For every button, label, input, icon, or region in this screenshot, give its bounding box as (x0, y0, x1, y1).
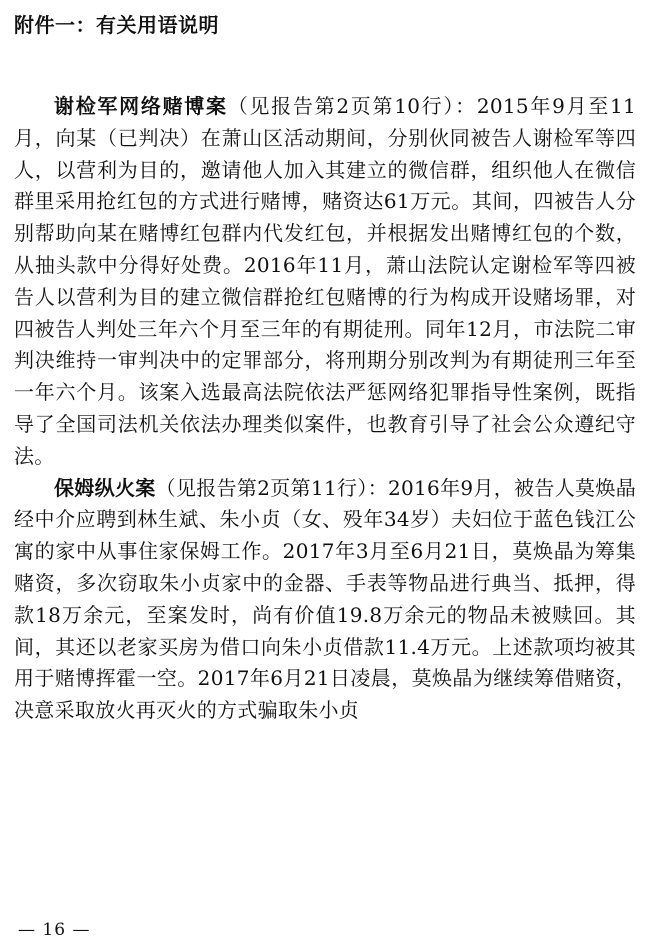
case-title-nanny: 保姆纵火案 (54, 475, 156, 500)
case-text-nanny: （见报告第2页第11行）：2016年9月，被告人莫焕晶经中介应聘到林生斌、朱小贞（女、殁年34岁）夫妇位于蓝色钱江公寓的家中从事住家保姆工作。2017年3月至6月21日，莫焕晶为筹集赌资，多次窃取朱小贞家中的金器、手表等物品进行典当、抵押，得款18万余元，至案发时，尚有价值19.8万余元的物品未被赎回。其间，其还以老家买房为借口向朱小贞借款11.4万元。上述款项均被其用于赌博挥霍一空。2017年6月21日凌晨，莫焕晶为继续筹借赌资，决意采取放火再灭火的方式骗取朱小贞 (14, 475, 637, 723)
case-text-xie: （见报告第2页第10行）：2015年9月至11月，向某（已判决）在萧山区活动期间，分别伙同被告人谢检军等四人，以营利为目的，邀请他人加入其建立的微信群，组织他人在微信群里采用抢红包的方式进行赌博，赌资达61万元。其间，四被告人分别帮助向某在赌博红包群内代发红包，并根据发出赌博红包的个数，从抽头款中分得好处费。2016年11月，萧山法院认定谢检军等四被告人以营利为目的建立微信群抢红包赌博的行为构成开设赌场罪，对四被告人判处三年六个月至三年的有期徒刑。同年12月，市法院二审判决维持一审判决中的定罪部分，将刑期分别改判为有期徒刑三年至一年六个月。该案入选最高法院依法严惩网络犯罪指导性案例，既指导了全国司法机关依法办理类似案件，也教育引导了社会公众遵纪守法。 (14, 94, 636, 468)
document-body (14, 91, 636, 727)
document-heading: 附件一：有关用语说明 (14, 13, 219, 37)
case-paragraph-xie (14, 91, 636, 473)
case-title-xie: 谢检军网络赌博案 (54, 94, 228, 118)
case-paragraph-nanny (14, 473, 636, 727)
page-number: — 16 — (18, 920, 91, 940)
